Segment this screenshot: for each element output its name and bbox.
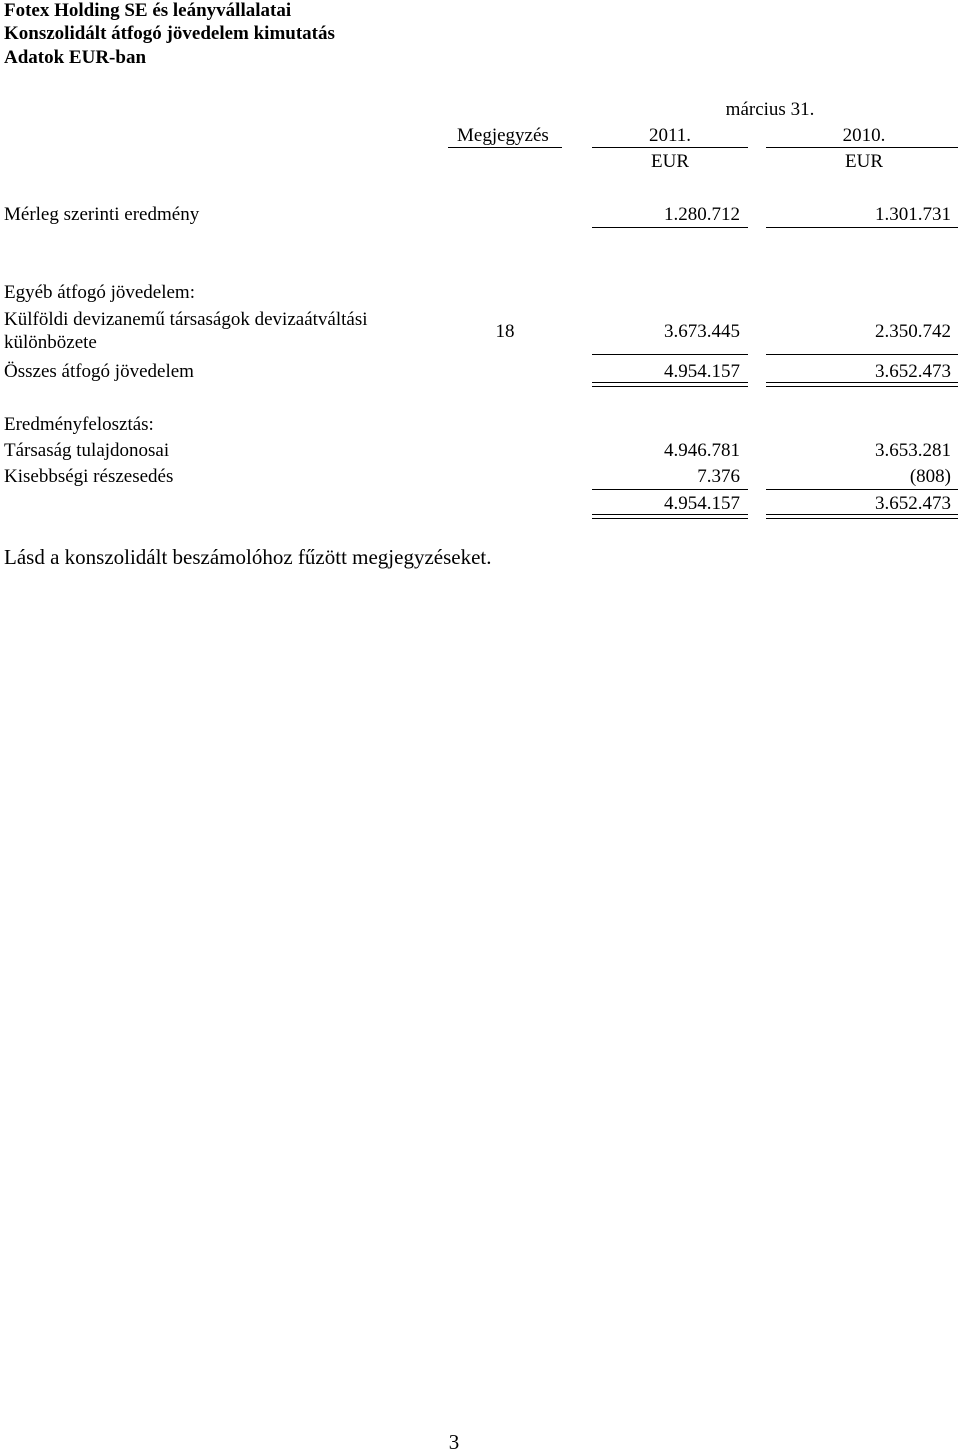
fx-2010-underline [766, 354, 958, 355]
page-number: 3 [448, 1430, 460, 1454]
unit-2010: EUR [845, 151, 883, 172]
minority-2011-underline [592, 489, 748, 490]
year-2011-header: 2011. [648, 125, 692, 146]
oci-heading: Egyéb átfogó jövedelem: [4, 282, 195, 303]
statement-title: Konszolidált átfogó jövedelem kimutatás [4, 23, 335, 44]
fx-note: 18 [495, 321, 515, 342]
fx-2011-underline [592, 354, 748, 355]
owners-2011: 4.946.781 [664, 440, 740, 461]
profit-2010-underline [766, 227, 958, 228]
alloc-total-2010: 3.652.473 [875, 493, 951, 514]
profit-2011: 1.280.712 [664, 204, 740, 225]
allocation-heading: Eredményfelosztás: [4, 414, 154, 435]
total-2011: 4.954.157 [664, 361, 740, 382]
fx-label-line1: Külföldi devizanemű társaságok devizaátváltási [4, 309, 368, 330]
profit-label: Mérleg szerinti eredmény [4, 204, 200, 225]
year-2011-underline [592, 147, 748, 148]
owners-label: Társaság tulajdonosai [4, 440, 170, 461]
minority-2011: 7.376 [697, 466, 740, 487]
year-2010-underline [766, 147, 958, 148]
total-2010: 3.652.473 [875, 361, 951, 382]
date-header: március 31. [725, 99, 815, 120]
owners-2010: 3.653.281 [875, 440, 951, 461]
company-name: Fotex Holding SE és leányvállalatai [4, 0, 292, 21]
total-2010-double-underline [766, 382, 958, 387]
fx-label-line2: különbözete [4, 332, 97, 353]
alloc-total-2011-double-underline [592, 514, 748, 519]
fx-2010: 2.350.742 [875, 321, 951, 342]
total-label: Összes átfogó jövedelem [4, 361, 194, 382]
footer-note: Lásd a konszolidált beszámolóhoz fűzött megjegyzéseket. [4, 545, 492, 569]
minority-2010-underline [766, 489, 958, 490]
minority-label: Kisebbségi részesedés [4, 466, 174, 487]
alloc-total-2010-double-underline [766, 514, 958, 519]
currency-note: Adatok EUR-ban [4, 47, 147, 68]
profit-2011-underline [592, 227, 748, 228]
total-2011-double-underline [592, 382, 748, 387]
year-2010-header: 2010. [842, 125, 886, 146]
profit-2010: 1.301.731 [875, 204, 951, 225]
fx-2011: 3.673.445 [664, 321, 740, 342]
minority-2010: (808) [909, 466, 951, 487]
unit-2011: EUR [651, 151, 689, 172]
note-column-header: Megjegyzés [457, 125, 549, 146]
alloc-total-2011: 4.954.157 [664, 493, 740, 514]
note-header-underline [448, 147, 562, 148]
